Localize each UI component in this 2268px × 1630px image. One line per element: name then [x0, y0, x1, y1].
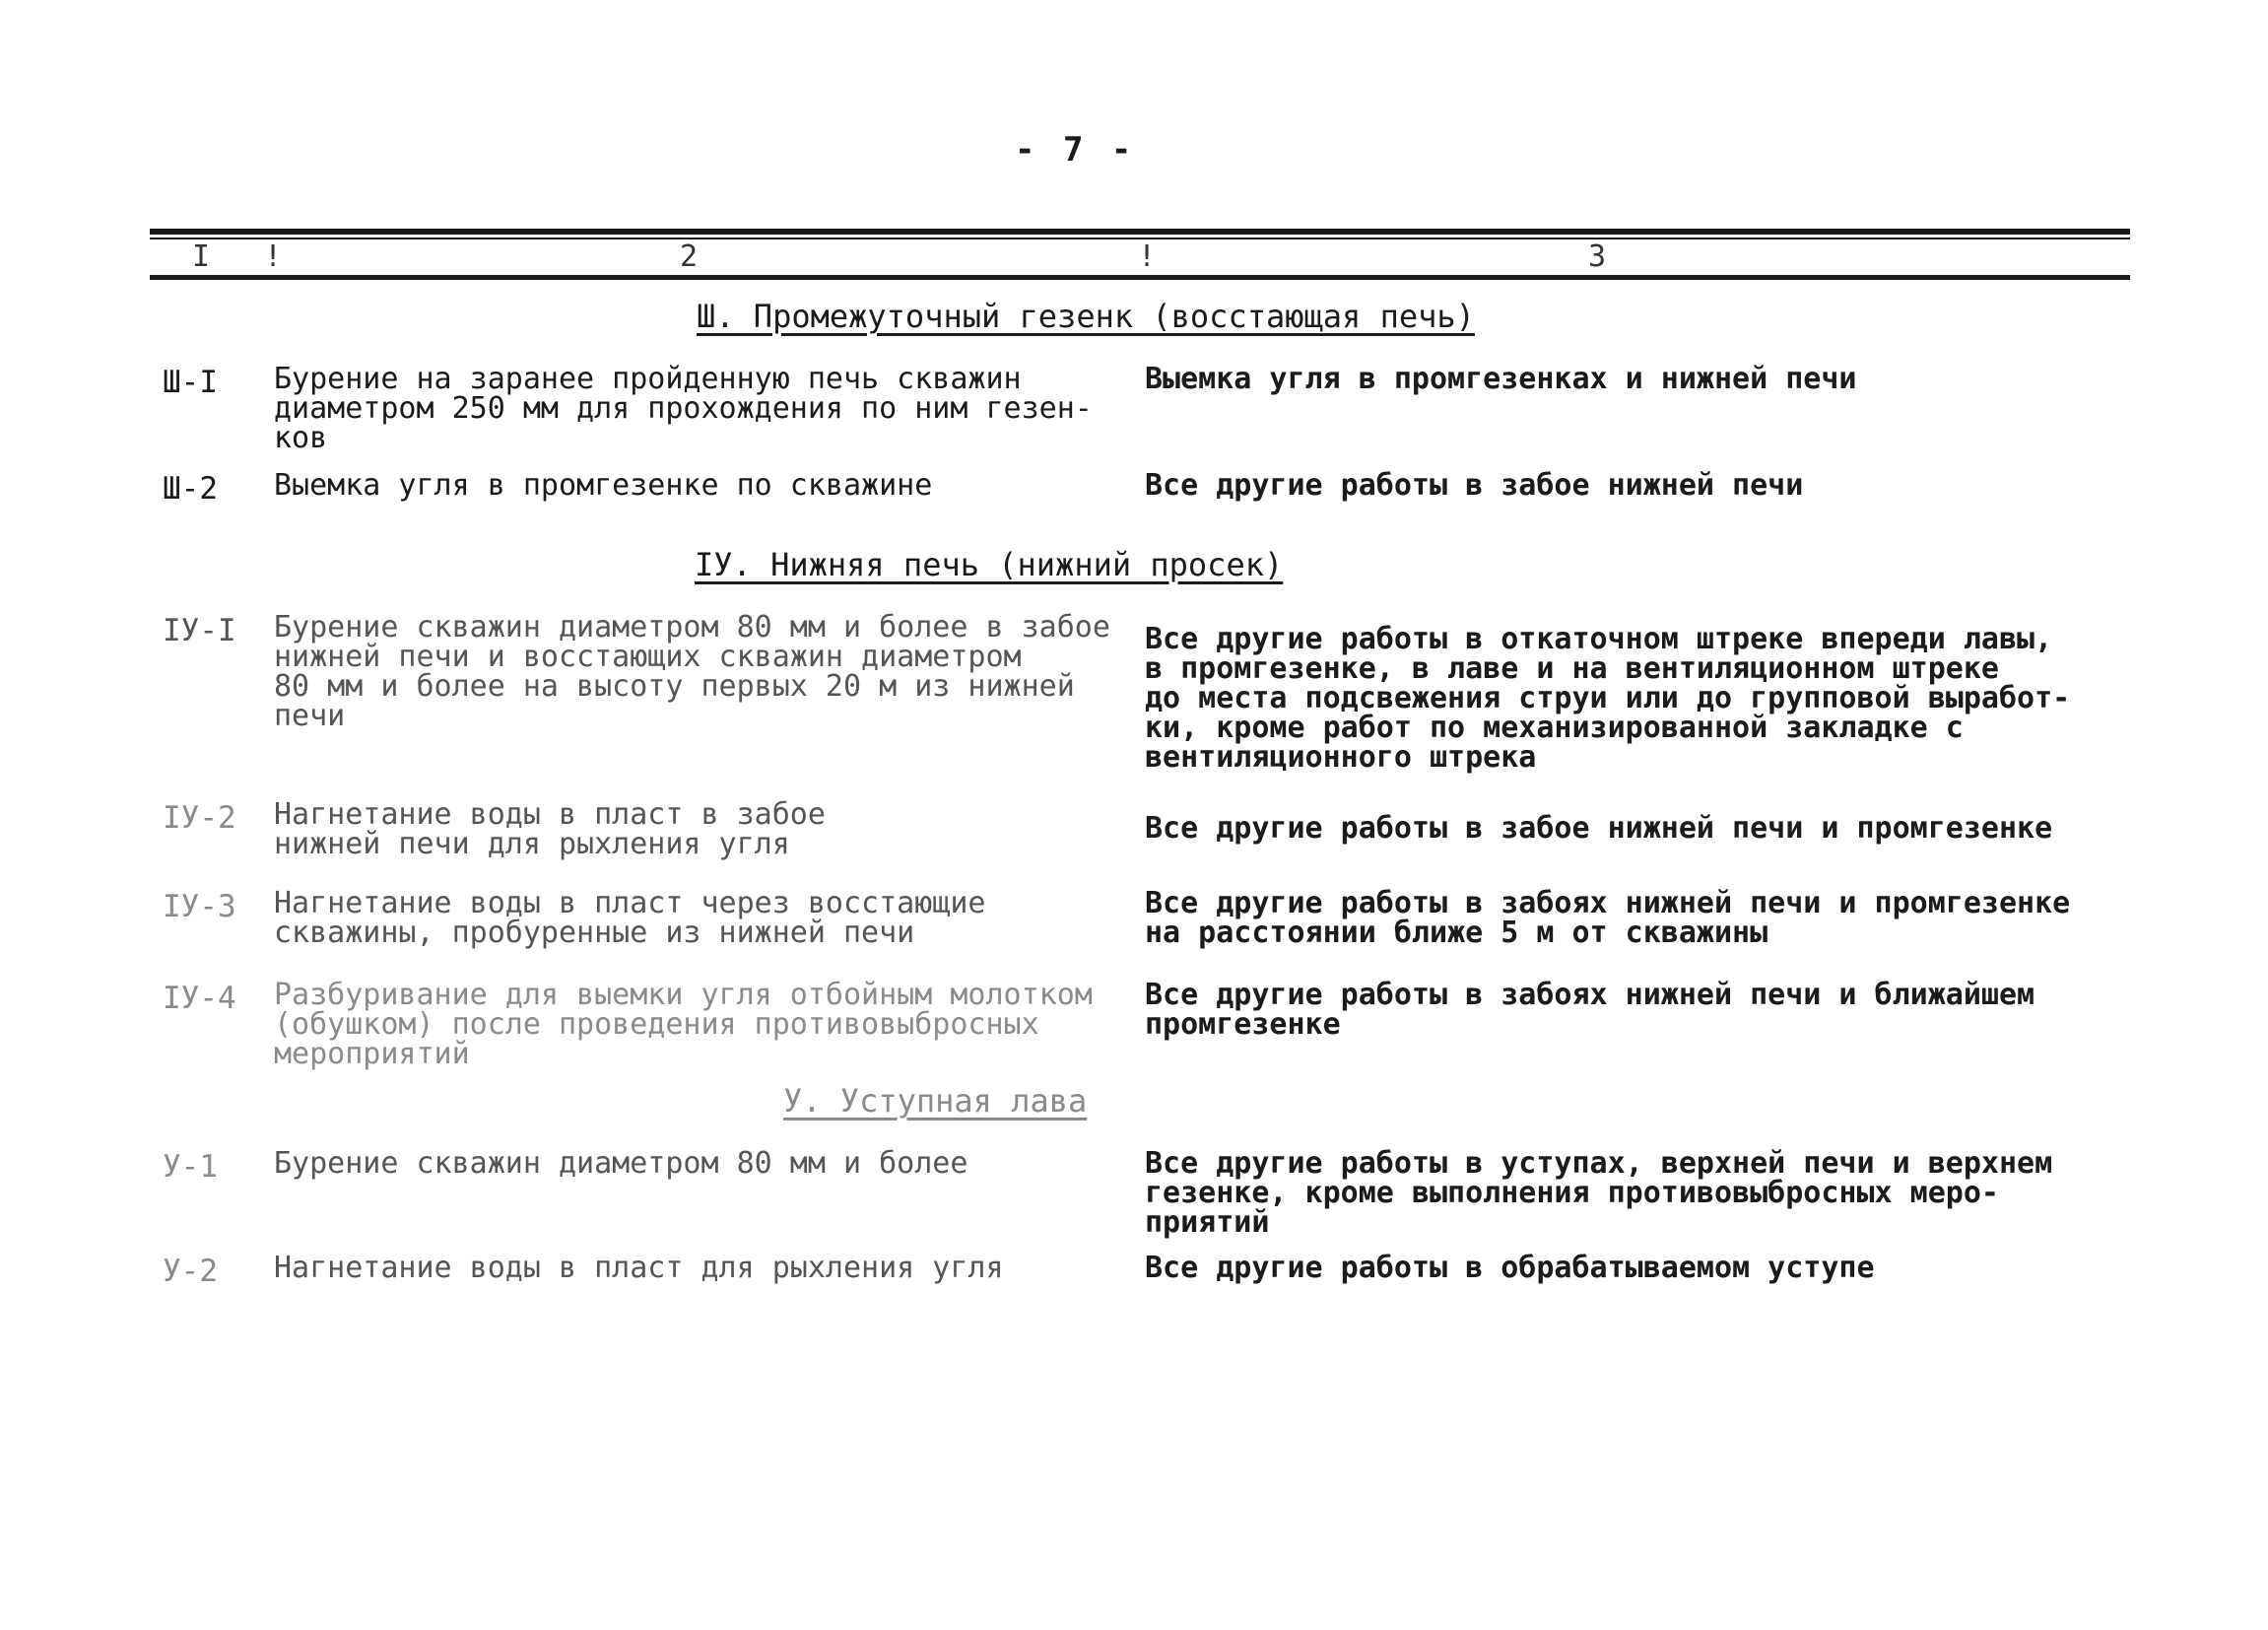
- row-restricted: Все другие работы в откаточном штреке впереди лавы, в промгезенке, в лаве и на вентиляционном штреке до места подсвежения струи или до групповой выработ- ки, кроме работ по механизированной закладке с вентиляционного штрека: [1145, 622, 2071, 775]
- row-work: Бурение скважин диаметром 80 мм и более в забое нижней печи и восстающих скважин диаметром 80 мм и более на высоту первых 20 м из нижней печи: [274, 610, 1110, 733]
- row-restricted: Выемка угля в промгезенках и нижней печи: [1145, 362, 1857, 396]
- table-header-col2: 2: [680, 239, 699, 274]
- row-id: Ш-I: [163, 365, 218, 400]
- table-header-rule-bottom: [150, 275, 2130, 280]
- row-work: Бурение на заранее пройденную печь скважин диаметром 250 мм для прохождения по ним гезен- ков: [274, 362, 1093, 455]
- section-title: IУ. Нижняя печь (нижний просек): [695, 546, 1284, 583]
- row-work: Нагнетание воды в пласт в забое нижней печи для рыхления угля: [274, 797, 826, 861]
- row-work: Бурение скважин диаметром 80 мм и более: [274, 1146, 968, 1181]
- row-work: Нагнетание воды в пласт для рыхления угля: [274, 1251, 1004, 1285]
- row-work: Нагнетание воды в пласт через восстающие скважины, пробуренные из нижней печи: [274, 886, 986, 950]
- row-restricted: Все другие работы в забое нижней печи и промгезенке: [1145, 811, 2053, 846]
- table-header-rule-top: [150, 229, 2130, 235]
- row-restricted: Все другие работы в забое нижней печи: [1145, 468, 1804, 503]
- row-id: IУ-I: [163, 613, 236, 648]
- row-id: Ш-2: [163, 471, 218, 507]
- row-restricted: Все другие работы в забоях нижней печи и промгезенке на расстоянии ближе 5 м от скважины: [1145, 886, 2071, 950]
- row-work: Разбуривание для выемки угля отбойным молотком (обушком) после проведения противовыбросных мероприятий: [274, 978, 1093, 1071]
- table-header-col1: I: [192, 239, 211, 274]
- row-work: Выемка угля в промгезенке по скважине: [274, 468, 933, 503]
- row-restricted: Все другие работы в уступах, верхней печи и верхнем гезенке, кроме выполнения противовыбросных меро- приятий: [1145, 1146, 2053, 1240]
- section-title: У. Уступная лава: [783, 1082, 1088, 1120]
- row-restricted: Все другие работы в забоях нижней печи и ближайшем промгезенке: [1145, 978, 2035, 1042]
- table-header-sep2: !: [1138, 239, 1157, 274]
- table-header-sep1: !: [264, 239, 283, 274]
- row-restricted: Все другие работы в обрабатываемом уступе: [1145, 1251, 1875, 1285]
- row-id: У-2: [163, 1254, 218, 1289]
- row-id: У-1: [163, 1149, 218, 1185]
- section-title: Ш. Промежуточный гезенк (восстающая печь): [697, 298, 1475, 335]
- row-id: IУ-2: [163, 800, 236, 836]
- page-number: - 7 -: [1015, 130, 1136, 170]
- row-id: IУ-4: [163, 981, 236, 1016]
- table-header-col3: 3: [1588, 239, 1607, 274]
- row-id: IУ-3: [163, 889, 236, 924]
